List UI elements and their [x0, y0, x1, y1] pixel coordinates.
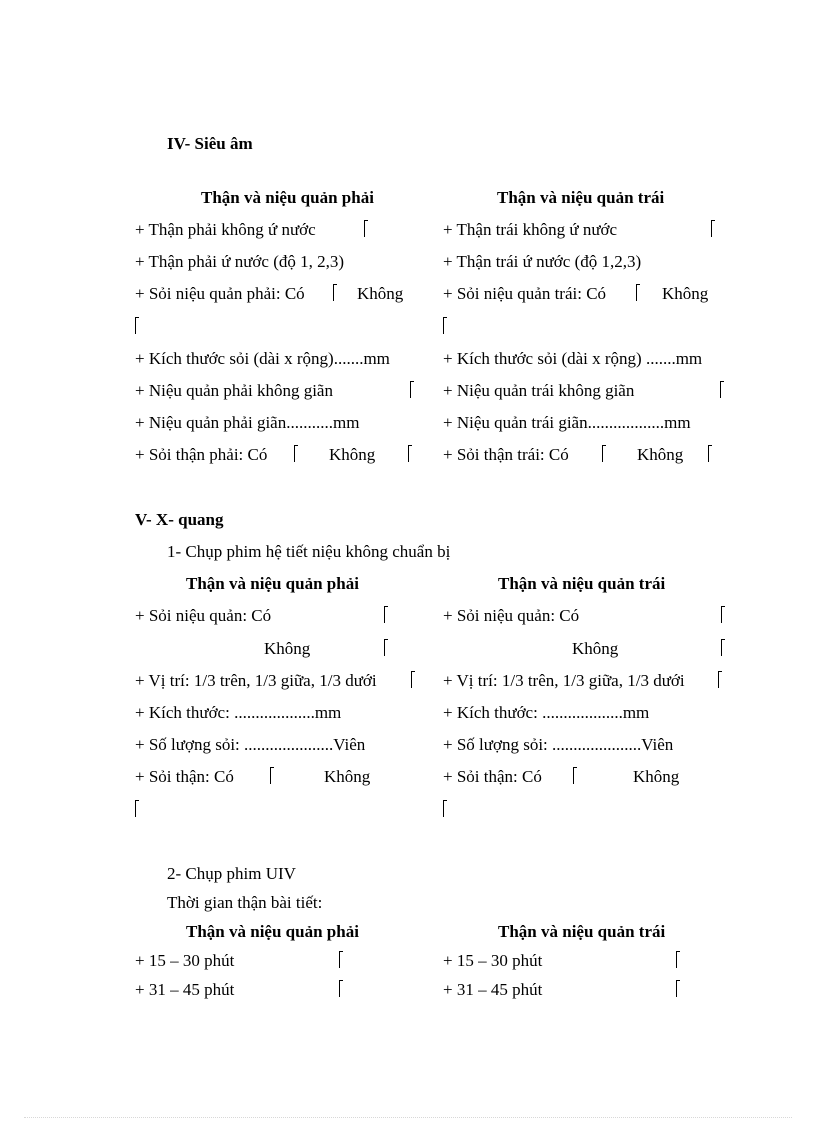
ultrasound-left-no-hydro: + Thận trái không ứ nước — [443, 220, 618, 239]
xray-left-position: + Vị trí: 1/3 trên, 1/3 giữa, 1/3 dưới — [443, 671, 685, 690]
checkbox[interactable] — [720, 381, 724, 398]
ultrasound-left-ureter-stone-no: Không — [662, 284, 709, 303]
xray-left-size: + Kích thước: ...................mm — [443, 703, 650, 722]
page-footer-divider — [24, 1117, 792, 1118]
uiv-right-31-45: + 31 – 45 phút — [135, 980, 235, 999]
checkbox[interactable] — [718, 671, 722, 688]
checkbox[interactable] — [135, 317, 139, 334]
xray-left-ureter-stone-no: Không — [572, 639, 619, 658]
xray-left-ureter-stone: + Sỏi niệu quản: Có — [443, 606, 580, 625]
checkbox[interactable] — [339, 980, 343, 997]
ultrasound-left-kidney-stone: + Sỏi thận trái: Có — [443, 445, 569, 464]
xray-right-kidney-stone-no: Không — [324, 767, 371, 786]
checkbox[interactable] — [711, 220, 715, 237]
checkbox[interactable] — [721, 606, 725, 623]
column-header-right: Thận và niệu quản phải — [186, 574, 359, 593]
checkbox[interactable] — [708, 445, 712, 462]
ultrasound-right-stone-size: + Kích thước sỏi (dài x rộng).......mm — [135, 349, 390, 368]
uiv-left-31-45: + 31 – 45 phút — [443, 980, 543, 999]
xray-left-kidney-stone: + Sỏi thận: Có — [443, 767, 542, 786]
checkbox[interactable] — [408, 445, 412, 462]
ultrasound-left-stone-size: + Kích thước sỏi (dài x rộng) .......mm — [443, 349, 703, 368]
uiv-right-15-30: + 15 – 30 phút — [135, 951, 235, 970]
column-header-left: Thận và niệu quản trái — [498, 922, 666, 941]
checkbox[interactable] — [573, 767, 577, 784]
checkbox[interactable] — [676, 980, 680, 997]
section-title-xray: V- X- quang — [135, 510, 224, 529]
ultrasound-left-kidney-stone-no: Không — [637, 445, 684, 464]
ultrasound-left-ureter-dilated: + Niệu quản trái giãn..................mm — [443, 413, 691, 432]
ultrasound-right-kidney-stone: + Sỏi thận phải: Có — [135, 445, 268, 464]
xray-right-ureter-stone: + Sỏi niệu quản: Có — [135, 606, 272, 625]
ultrasound-left-ureter-stone: + Sỏi niệu quản trái: Có — [443, 284, 607, 303]
checkbox[interactable] — [636, 284, 640, 301]
checkbox[interactable] — [135, 800, 139, 817]
checkbox[interactable] — [384, 606, 388, 623]
checkbox[interactable] — [384, 639, 388, 656]
subsection-uiv: 2- Chụp phim UIV — [167, 864, 296, 883]
ultrasound-right-ureter-dilated: + Niệu quản phải giãn...........mm — [135, 413, 360, 432]
excretion-time-label: Thời gian thận bài tiết: — [167, 893, 323, 912]
section-title-ultrasound: IV- Siêu âm — [167, 134, 253, 153]
xray-left-kidney-stone-no: Không — [633, 767, 680, 786]
xray-left-stone-count: + Số lượng sỏi: .....................Viên — [443, 735, 674, 754]
ultrasound-right-ureter-stone-no: Không — [357, 284, 404, 303]
xray-right-size: + Kích thước: ...................mm — [135, 703, 342, 722]
checkbox[interactable] — [294, 445, 298, 462]
xray-right-ureter-stone-no: Không — [264, 639, 311, 658]
column-header-left: Thận và niệu quản trái — [498, 574, 666, 593]
checkbox[interactable] — [410, 381, 414, 398]
checkbox[interactable] — [270, 767, 274, 784]
ultrasound-right-ureter-not-dilated: + Niệu quản phải không giãn — [135, 381, 333, 400]
checkbox[interactable] — [333, 284, 337, 301]
xray-right-stone-count: + Số lượng sỏi: .....................Viên — [135, 735, 366, 754]
checkbox[interactable] — [602, 445, 606, 462]
ultrasound-left-ureter-not-dilated: + Niệu quản trái không giãn — [443, 381, 635, 400]
checkbox[interactable] — [364, 220, 368, 237]
checkbox[interactable] — [721, 639, 725, 656]
column-header-right: Thận và niệu quản phải — [186, 922, 359, 941]
subsection-plain-film: 1- Chụp phim hệ tiết niệu không chuẩn bị — [167, 542, 451, 561]
xray-right-position: + Vị trí: 1/3 trên, 1/3 giữa, 1/3 dưới — [135, 671, 377, 690]
ultrasound-right-ureter-stone: + Sỏi niệu quản phải: Có — [135, 284, 305, 303]
checkbox[interactable] — [443, 317, 447, 334]
xray-right-kidney-stone: + Sỏi thận: Có — [135, 767, 234, 786]
checkbox[interactable] — [339, 951, 343, 968]
ultrasound-right-no-hydro: + Thận phải không ứ nước — [135, 220, 316, 239]
uiv-left-15-30: + 15 – 30 phút — [443, 951, 543, 970]
column-header-left: Thận và niệu quản trái — [497, 188, 665, 207]
column-header-right: Thận và niệu quản phải — [201, 188, 374, 207]
ultrasound-right-kidney-stone-no: Không — [329, 445, 376, 464]
checkbox[interactable] — [443, 800, 447, 817]
ultrasound-right-hydro: + Thận phải ứ nước (độ 1, 2,3) — [135, 252, 345, 271]
checkbox[interactable] — [411, 671, 415, 688]
ultrasound-left-hydro: + Thận trái ứ nước (độ 1,2,3) — [443, 252, 642, 271]
checkbox[interactable] — [676, 951, 680, 968]
